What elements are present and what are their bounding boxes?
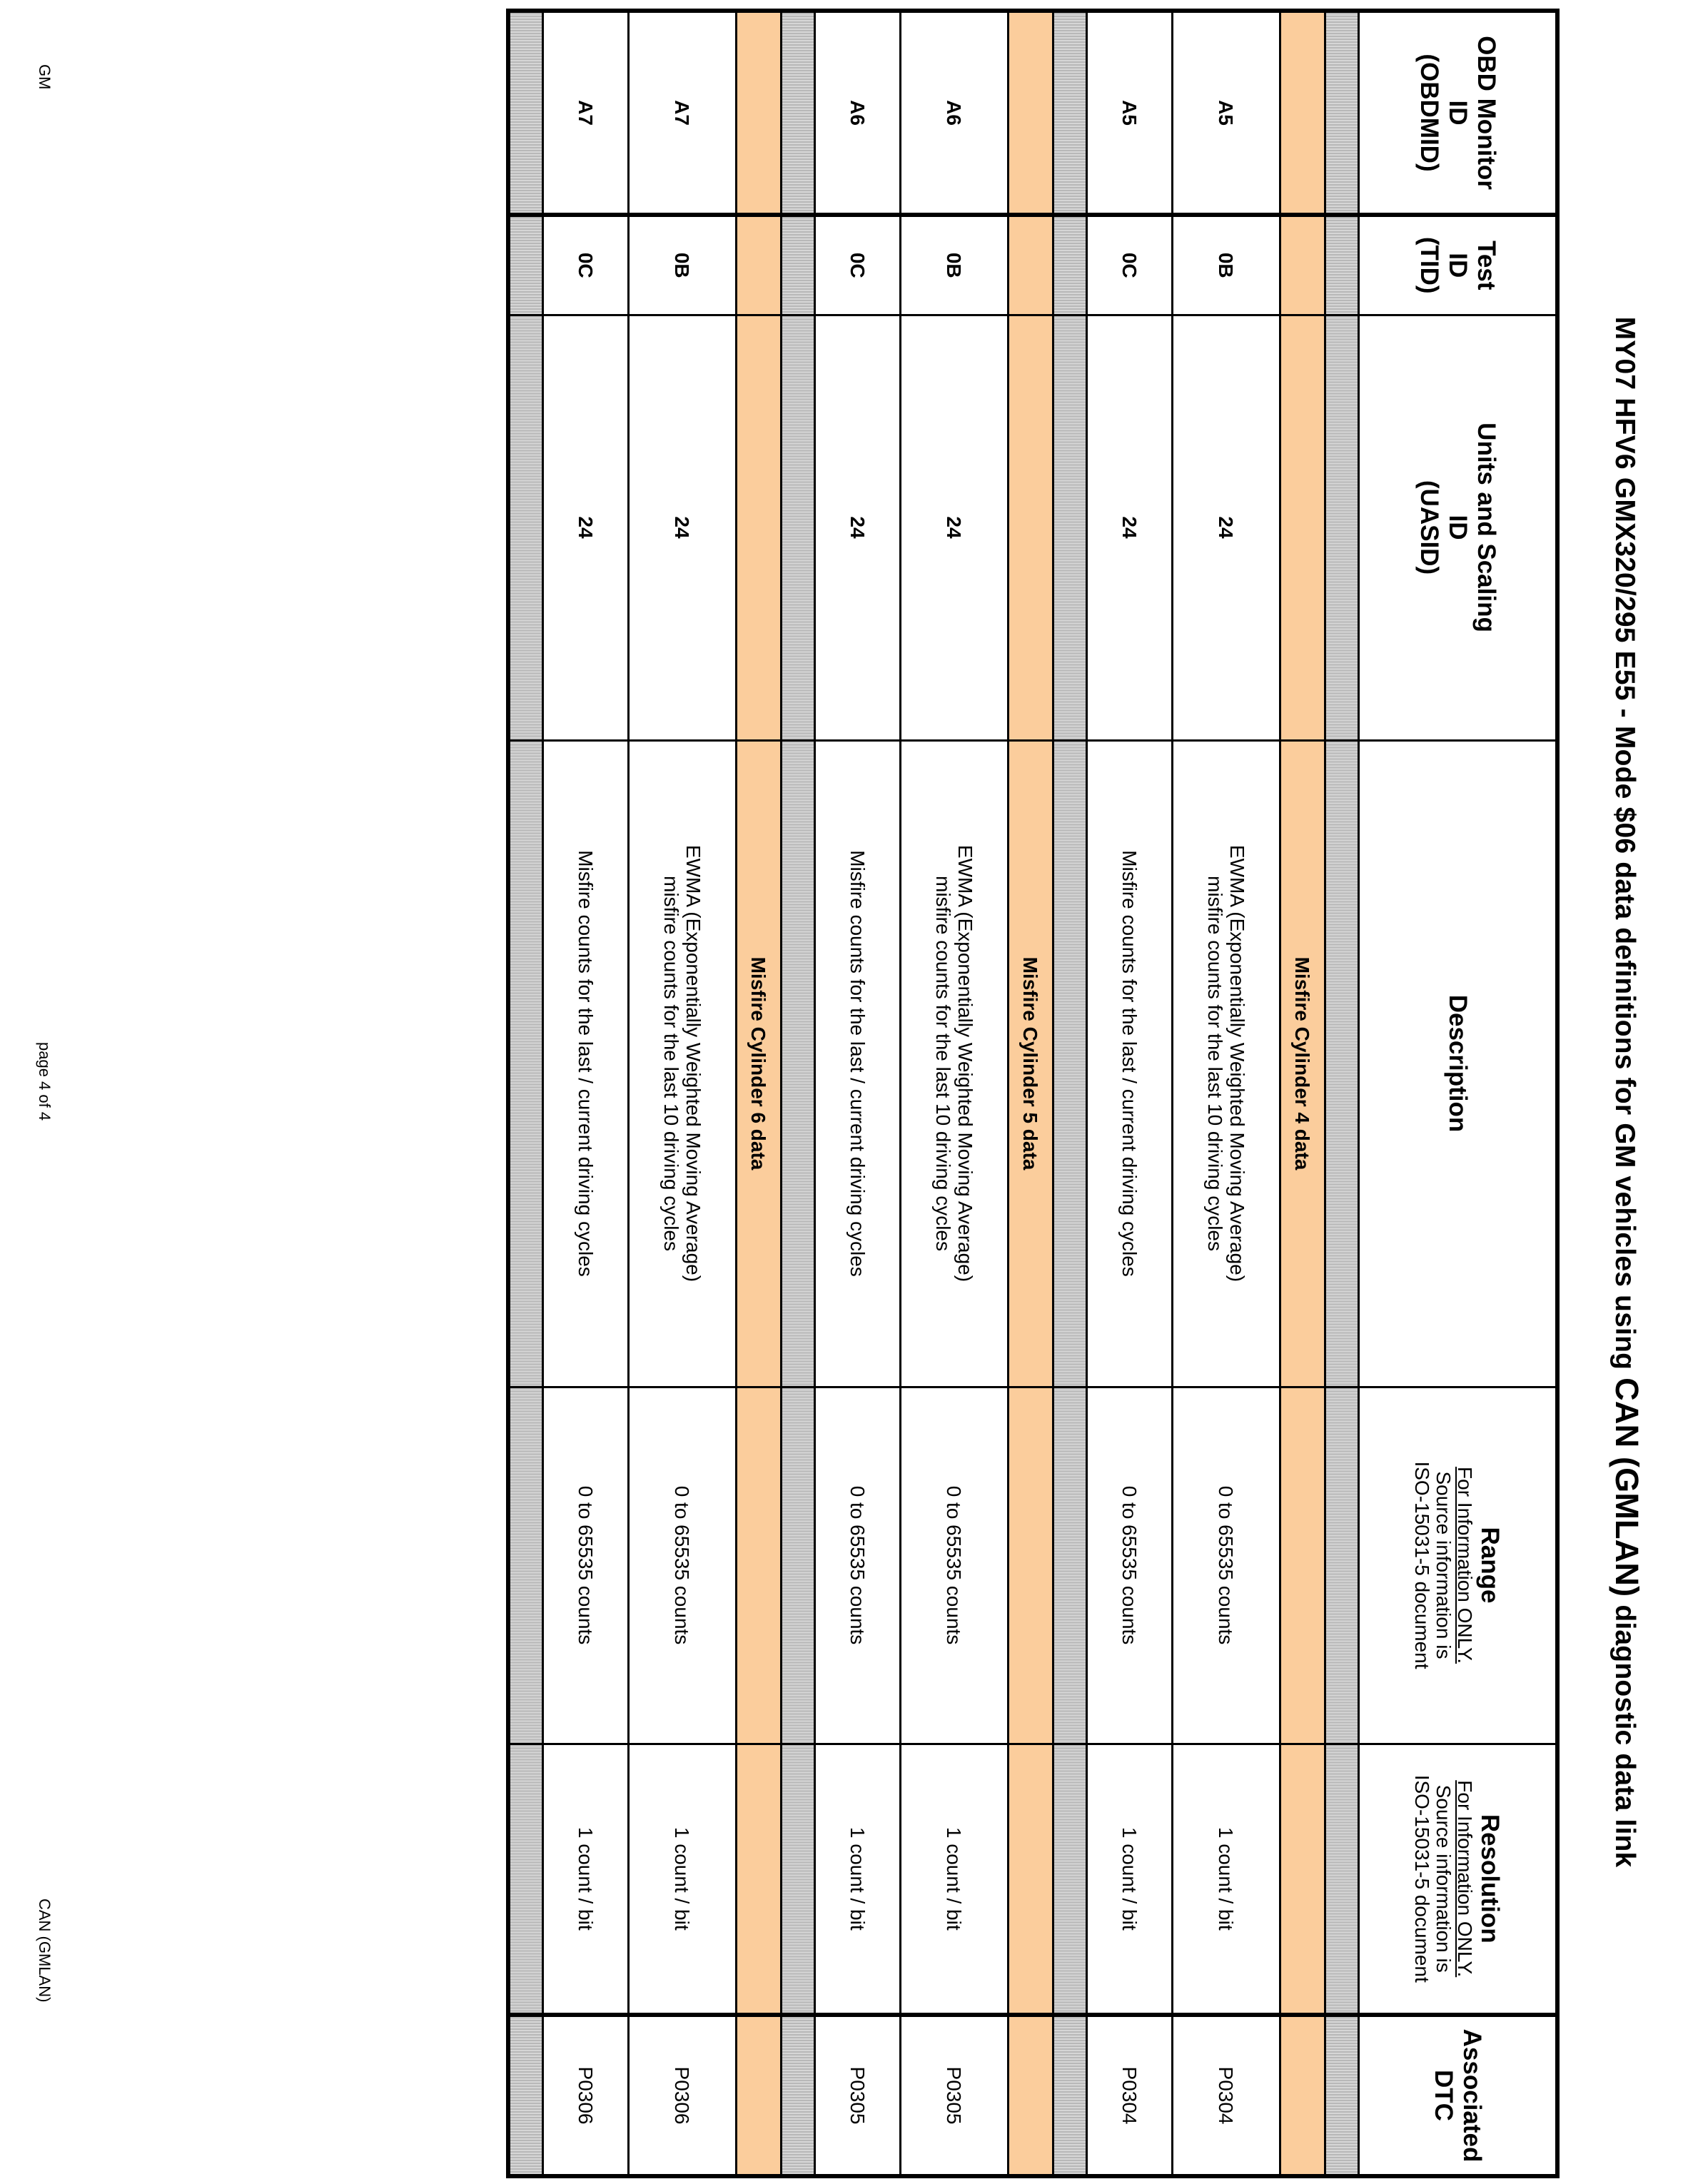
cell-obdmid: A7 xyxy=(543,11,629,215)
table-row xyxy=(1087,11,1173,2176)
title-emphasis: CAN (GMLAN) xyxy=(1609,1377,1645,1597)
cell-obdmid: A6 xyxy=(815,11,901,215)
cell-dtc: P0304 xyxy=(1087,2015,1173,2176)
cell-resolution: 1 count / bit xyxy=(543,1744,629,2015)
cell-resolution: 1 count / bit xyxy=(1173,1744,1280,2015)
cell-range: 0 to 65535 counts xyxy=(901,1387,1009,1744)
cell-dtc: P0305 xyxy=(901,2015,1009,2176)
cell-obdmid: A5 xyxy=(1087,11,1173,215)
header-uasid: Units and Scaling ID (UASID) xyxy=(1359,315,1558,740)
cell-range: 0 to 65535 counts xyxy=(1173,1387,1280,1744)
cell-uasid: 24 xyxy=(629,315,737,740)
cell-uasid: 24 xyxy=(543,315,629,740)
footer-protocol: CAN (GMLAN) xyxy=(36,1899,54,2003)
cell-tid: 0C xyxy=(815,215,901,315)
cell-obdmid: A6 xyxy=(901,11,1009,215)
group-heading-row xyxy=(1009,11,1053,2176)
cell-description: EWMA (Exponentially Weighted Moving Average) misfire counts for the last 10 driving cycles xyxy=(629,740,737,1387)
separator-row xyxy=(782,11,815,2176)
cell-range: 0 to 65535 counts xyxy=(1087,1387,1173,1744)
table-row xyxy=(815,11,901,2176)
cell-tid: 0B xyxy=(1173,215,1280,315)
table-row xyxy=(629,11,737,2176)
cell-dtc: P0306 xyxy=(543,2015,629,2176)
header-tid: Test ID (TID) xyxy=(1359,215,1558,315)
cell-description: Misfire counts for the last / current driving cycles xyxy=(815,740,901,1387)
cell-dtc: P0306 xyxy=(629,2015,737,2176)
cell-tid: 0C xyxy=(543,215,629,315)
table-row xyxy=(543,11,629,2176)
header-dtc: Associated DTC xyxy=(1359,2015,1558,2176)
header-description: Description xyxy=(1359,740,1558,1387)
footer-company: GM xyxy=(36,64,54,90)
header-range: Range For Information ONLY. Source information is ISO-15031-5 document xyxy=(1359,1387,1558,1744)
page-title xyxy=(1608,0,1645,2184)
cell-resolution: 1 count / bit xyxy=(901,1744,1009,2015)
cell-description: Misfire counts for the last / current driving cycles xyxy=(1087,740,1173,1387)
cell-tid: 0B xyxy=(629,215,737,315)
cell-dtc: P0304 xyxy=(1173,2015,1280,2176)
cell-resolution: 1 count / bit xyxy=(1087,1744,1173,2015)
cell-resolution: 1 count / bit xyxy=(815,1744,901,2015)
cell-uasid: 24 xyxy=(815,315,901,740)
cell-range: 0 to 65535 counts xyxy=(815,1387,901,1744)
cell-range: 0 to 65535 counts xyxy=(629,1387,737,1744)
cell-uasid: 24 xyxy=(1087,315,1173,740)
footer-page-number: page 4 of 4 xyxy=(36,1042,54,1121)
group-heading-row xyxy=(737,11,782,2176)
cell-uasid: 24 xyxy=(901,315,1009,740)
cell-range: 0 to 65535 counts xyxy=(543,1387,629,1744)
separator-row xyxy=(1325,11,1359,2176)
cell-description: EWMA (Exponentially Weighted Moving Average) misfire counts for the last 10 driving cycles xyxy=(1173,740,1280,1387)
group-heading: Misfire Cylinder 6 data xyxy=(737,740,782,1387)
mode06-definitions-table xyxy=(506,9,1560,2178)
separator-row xyxy=(508,11,543,2176)
title-prefix: MY07 HFV6 GMX320/295 E55 - Mode $06 data definitions for GM vehicles using xyxy=(1609,316,1640,1378)
separator-row xyxy=(1053,11,1087,2176)
cell-dtc: P0305 xyxy=(815,2015,901,2176)
group-heading: Misfire Cylinder 5 data xyxy=(1009,740,1053,1387)
cell-obdmid: A7 xyxy=(629,11,737,215)
cell-description: EWMA (Exponentially Weighted Moving Average) misfire counts for the last 10 driving cycles xyxy=(901,740,1009,1387)
cell-description: Misfire counts for the last / current driving cycles xyxy=(543,740,629,1387)
header-obdmid: OBD Monitor ID (OBDMID) xyxy=(1359,11,1558,215)
header-row xyxy=(1359,11,1558,2176)
title-suffix: diagnostic data link xyxy=(1609,1597,1640,1868)
group-heading-row xyxy=(1280,11,1325,2176)
cell-tid: 0C xyxy=(1087,215,1173,315)
table-row xyxy=(901,11,1009,2176)
table-row xyxy=(1173,11,1280,2176)
cell-resolution: 1 count / bit xyxy=(629,1744,737,2015)
cell-obdmid: A5 xyxy=(1173,11,1280,215)
cell-uasid: 24 xyxy=(1173,315,1280,740)
cell-tid: 0B xyxy=(901,215,1009,315)
header-resolution: Resolution For Information ONLY. Source information is ISO-15031-5 document xyxy=(1359,1744,1558,2015)
group-heading: Misfire Cylinder 4 data xyxy=(1280,740,1325,1387)
